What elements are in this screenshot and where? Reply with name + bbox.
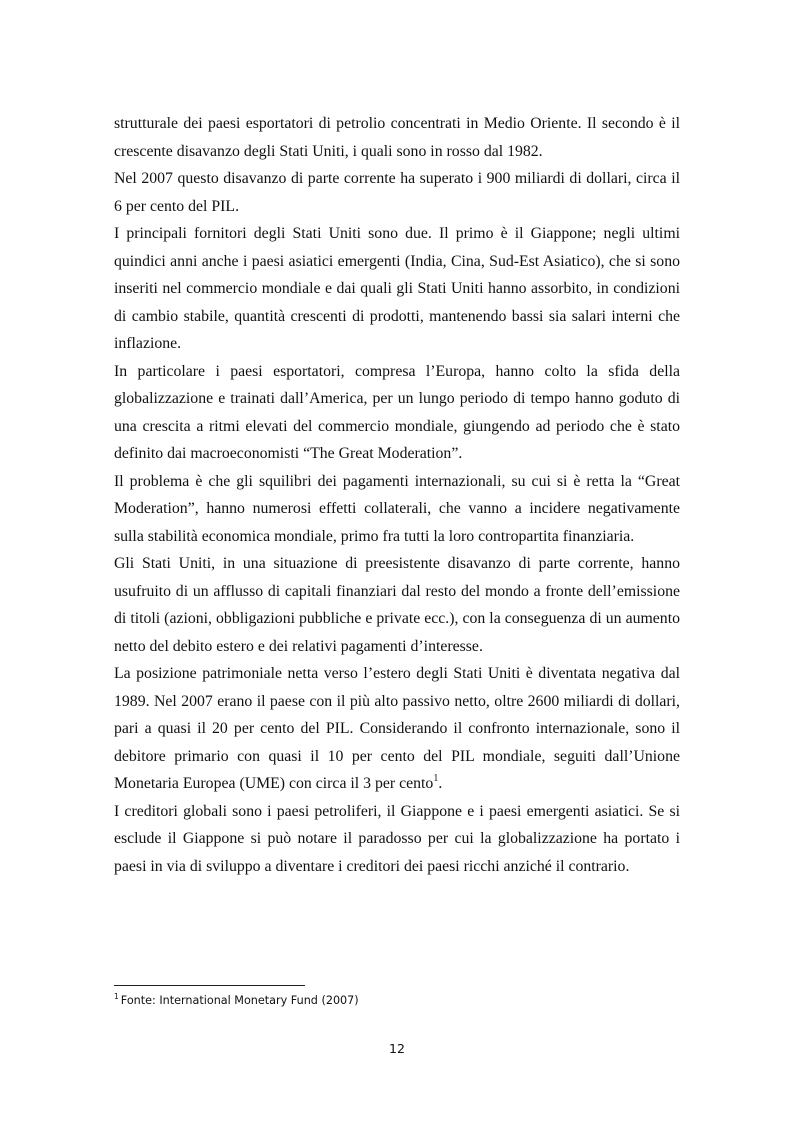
page-number: 12: [389, 1041, 405, 1056]
paragraph-1: strutturale dei paesi esportatori di petrolio concentrati in Medio Oriente. Il secondo è il crescente disavanzo degli Stati Uniti, i quali sono in rosso dal 1982.: [114, 115, 680, 160]
paragraph-3: I principali fornitori degli Stati Uniti sono due. Il primo è il Giappone; negli ultimi quindici anni anche i paesi asiatici emergenti (India, Cina, Sud-Est Asiatico), che si sono inseriti nel commercio mondiale e dai quali gli Stati Uniti hanno assorbito, in condizioni di cambio stabile, quantità crescenti di prodotti, mantenendo bassi sia salari interni che inflazione.: [114, 225, 680, 352]
paragraph-7-end: .: [438, 775, 443, 792]
footnote: [114, 993, 680, 1009]
paragraph-7: [114, 660, 680, 798]
body-text: [114, 110, 680, 880]
paragraph-5: Il problema è che gli squilibri dei pagamenti internazionali, su cui si è retta la “Great Moderation”, hanno numerosi effetti collaterali, che vanno a incidere negativamente sulla stabilità economica mondiale, primo fra tutti la loro contropartita finanziaria.: [114, 472, 680, 545]
footnote-separator: [114, 985, 305, 986]
paragraph-6: Gli Stati Uniti, in una situazione di preesistente disavanzo di parte corrente, hanno usufruito di un afflusso di capitali finanziari dal resto del mondo a fronte dell’emissione di titoli (azioni, obbligazioni pubbliche e private ecc.), con la conseguenza di un aumento netto del debito estero e dei relativi pagamenti d’interesse.: [114, 555, 680, 655]
footnote-number: 1: [114, 992, 119, 1001]
footnote-reference[interactable]: 1: [433, 773, 439, 784]
footnote-text: Fonte: International Monetary Fund (2007): [120, 994, 359, 1007]
paragraph-7-text: La posizione patrimoniale netta verso l’estero degli Stati Uniti è diventata negativa dal 1989. Nel 2007 erano il paese con il più alto passivo netto, oltre 2600 miliardi di dollari, pari a quasi il 20 per cento del PIL. Considerando il confronto internazionale, sono il debitore primario con quasi il 10 per cento del PIL mondiale, seguiti dall’Unione Monetaria Europea (UME) con circa il 3 per cento: [114, 665, 680, 792]
paragraph-2: Nel 2007 questo disavanzo di parte corrente ha superato i 900 miliardi di dollari, circa il 6 per cento del PIL.: [114, 170, 680, 215]
paragraph-4: In particolare i paesi esportatori, compresa l’Europa, hanno colto la sfida della globalizzazione e trainati dall’America, per un lungo periodo di tempo hanno goduto di una crescita a ritmi elevati del commercio mondiale, giungendo ad periodo che è stato definito dai macroeconomisti “The Great Moderation”.: [114, 362, 680, 462]
paragraph-8: I creditori globali sono i paesi petroliferi, il Giappone e i paesi emergenti asiatici. Se si esclude il Giappone si può notare il paradosso per cui la globalizzazione ha portato i paesi in via di sviluppo a diventare i creditori dei paesi ricchi anziché il contrario.: [114, 802, 680, 875]
